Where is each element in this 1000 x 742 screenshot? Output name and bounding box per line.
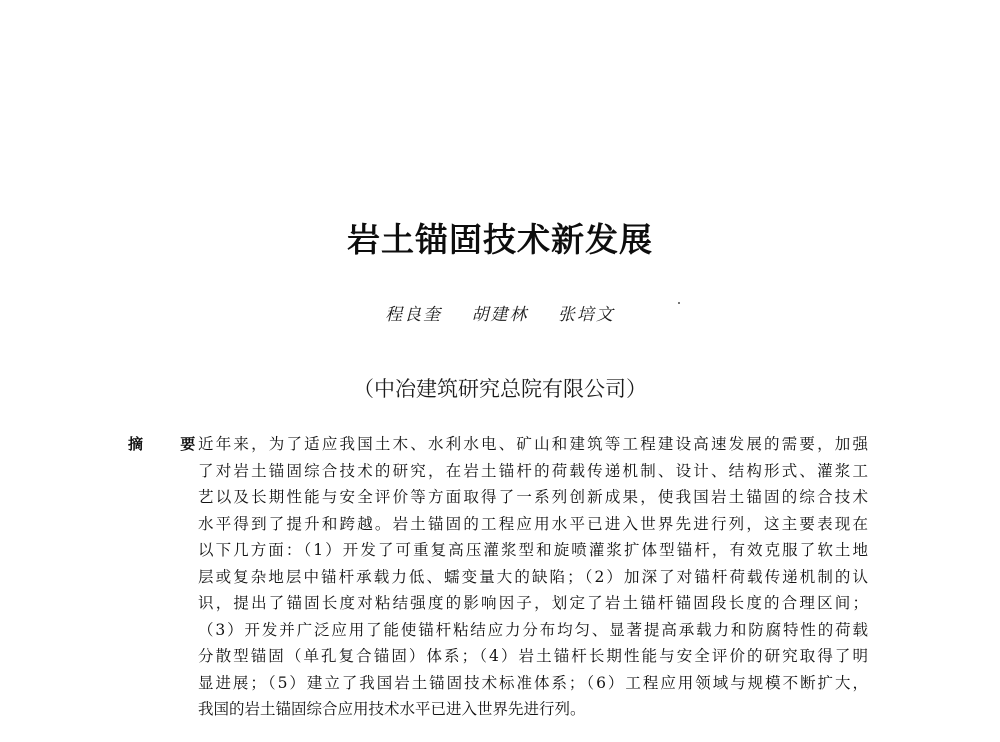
abstract-line: 显进展；（5）建立了我国岩土锚固技术标准体系；（6）工程应用领域与规模不断扩大，: [198, 673, 868, 692]
author-name: 胡建林: [471, 305, 529, 325]
affiliation: （中冶建筑研究总院有限公司）: [353, 377, 647, 401]
author-name: 张培文: [557, 305, 615, 325]
abstract-line: （3）开发并广泛应用了能使锚杆粘结应力分布均匀、显著提高承载力和防腐特性的荷载: [198, 620, 868, 639]
abstract-line: 水平得到了提升和跨越。岩土锚固的工程应用水平已进入世界先进行列，这主要表现在: [198, 514, 868, 533]
abstract-line: 了对岩土锚固综合技术的研究，在岩土锚杆的荷载传递机制、设计、结构形式、灌浆工: [198, 461, 868, 480]
abstract-body: [198, 433, 868, 725]
abstract-label: 摘 要: [128, 435, 212, 453]
abstract-line: 以下几方面：（1）开发了可重复高压灌浆型和旋喷灌浆扩体型锚杆，有效克服了软土地: [198, 541, 868, 559]
abstract-line: 近年来，为了适应我国土木、水利水电、矿山和建筑等工程建设高速发展的需要，加强: [198, 435, 868, 453]
abstract-line: 艺以及长期性能与安全评价等方面取得了一系列创新成果，使我国岩土锚固的综合技术: [198, 488, 868, 506]
abstract-line: 识，提出了锚固长度对粘结强度的影响因子，划定了岩土锚杆锚固段长度的合理区间；: [198, 594, 868, 612]
abstract-line: 我国的岩土锚固综合应用技术水平已进入世界先进行列。: [198, 700, 586, 718]
abstract-line: 层或复杂地层中锚杆承载力低、蠕变量大的缺陷；（2）加深了对锚杆荷载传递机制的认: [198, 567, 868, 586]
paper-title: 岩土锚固技术新发展: [347, 220, 653, 259]
author-name: 程良奎: [385, 305, 443, 325]
abstract-line: 分散型锚固（单孔复合锚固）体系；（4）岩土锚杆长期性能与安全评价的研究取得了明: [198, 647, 868, 665]
author-list: [0, 300, 1000, 325]
scan-speck: [678, 302, 680, 304]
